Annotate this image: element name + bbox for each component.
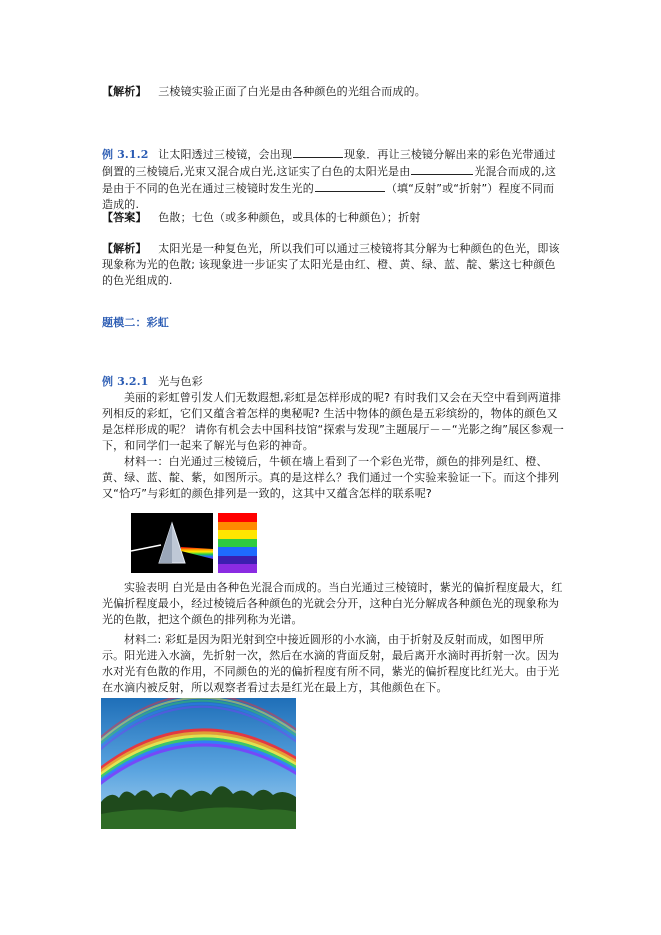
answer-blank-2[interactable] <box>411 163 473 175</box>
spectrum-band <box>218 564 257 573</box>
spectrum-band <box>218 556 257 565</box>
topic-heading: 题模二：彩虹 <box>102 316 169 329</box>
question-part-1: 让太阳透过三棱镜，会出现 <box>158 148 292 161</box>
example-title: 光与色彩 <box>158 375 203 388</box>
example-number: 例 3.1.2 <box>102 148 149 161</box>
analysis-1 <box>102 84 564 100</box>
prism-icon <box>131 513 213 573</box>
example-3-2-1-heading <box>102 374 564 390</box>
paragraph-intro: 美丽的彩虹曾引发人们无数遐想,彩虹是怎样形成的呢? 有时我们又会在天空中看到两道排列相反的彩虹，它们又蕴含着怎样的奥秘呢? 生活中物体的颜色是五彩缤纷的，物体的颜色又是怎样形成的呢？ 请你有机会去中国科技馆“探索与发现”主题展厅－－“光影之绚”展区参观一下，和同学们一起来了解光与色彩的神奇。 <box>102 391 564 452</box>
question-part-2: 现象．再让三棱镜分解出来的彩色光带通过倒置的三棱镜后,光束又混合成白光,这证实了白色的太阳光是由 <box>102 148 556 178</box>
answer-blank-3[interactable] <box>315 180 385 192</box>
paragraph-experiment: 实验表明 白光是由各种色光混合而成的。当白光通过三棱镜时，紫光的偏折程度最大，红光偏折程度最小，经过棱镜后各种颜色的光就会分开，这种白光分解成各种颜色光的现象称为光的色散，把这个颜色的排列称为光谱。 <box>102 581 563 626</box>
question-part-4: （填“反射”或“折射”）程度不同而造成的. <box>102 182 555 211</box>
analysis-tag: 【解析】 <box>102 242 147 255</box>
answer-tag: 【答案】 <box>102 211 147 224</box>
spectrum-band <box>218 547 257 556</box>
example-3-1-2-question <box>102 146 564 213</box>
spectrum-image <box>218 513 257 573</box>
example-number: 例 3.2.1 <box>102 375 149 388</box>
spectrum-band <box>218 522 257 531</box>
analysis-2 <box>102 241 564 289</box>
spectrum-band <box>218 530 257 539</box>
analysis-tag: 【解析】 <box>102 85 147 98</box>
analysis-text: 太阳光是一种复色光，所以我们可以通过三棱镜将其分解为七种颜色的色光，即该现象称为光的色散; 该现象进一步证实了太阳光是由红、橙、黄、绿、蓝、靛、紫这七种颜色的色光组成的. <box>102 242 560 287</box>
paragraph-material-2: 材料二: 彩虹是因为阳光射到空中接近圆形的小水滴，由于折射及反射而成，如图甲所示。阳光进入水滴，先折射一次，然后在水滴的背面反射，最后离开水滴时再折射一次。因为水对光有色散的作用，不同颜色的光的偏折程度有所不同，紫光的偏折程度比红光大。由于光在水滴内被反射，所以观察者看过去是红光在最上方，其他颜色在下。 <box>102 633 560 694</box>
spectrum-band <box>218 539 257 548</box>
analysis-text: 三棱镜实验正面了白光是由各种颜色的光组合而成的。 <box>158 85 426 98</box>
paragraph-material-1: 材料一：白光通过三棱镜后，牛顿在墙上看到了一个彩色光带，颜色的排列是红、橙、黄、绿、蓝、靛、紫，如图所示。真的是这样么？我们通过一个实验来验证一下。而这个排列又“恰巧”与彩虹的颜色排列是一致的，这其中又蕴含怎样的联系呢? <box>102 455 560 500</box>
question-part-3: 光混合而成的,这是由于不同的色光在通过三棱镜时发生光的 <box>102 165 557 195</box>
prism-image <box>131 513 213 573</box>
rainbow-icon <box>101 698 296 829</box>
answer-text: 色散；七色（或多种颜色，或具体的七种颜色）；折射 <box>158 211 421 224</box>
rainbow-photo <box>101 698 296 829</box>
answer-blank-1[interactable] <box>293 146 343 158</box>
spectrum-band <box>218 513 257 522</box>
answer-line <box>102 210 564 226</box>
spectrum-bands <box>218 513 257 573</box>
